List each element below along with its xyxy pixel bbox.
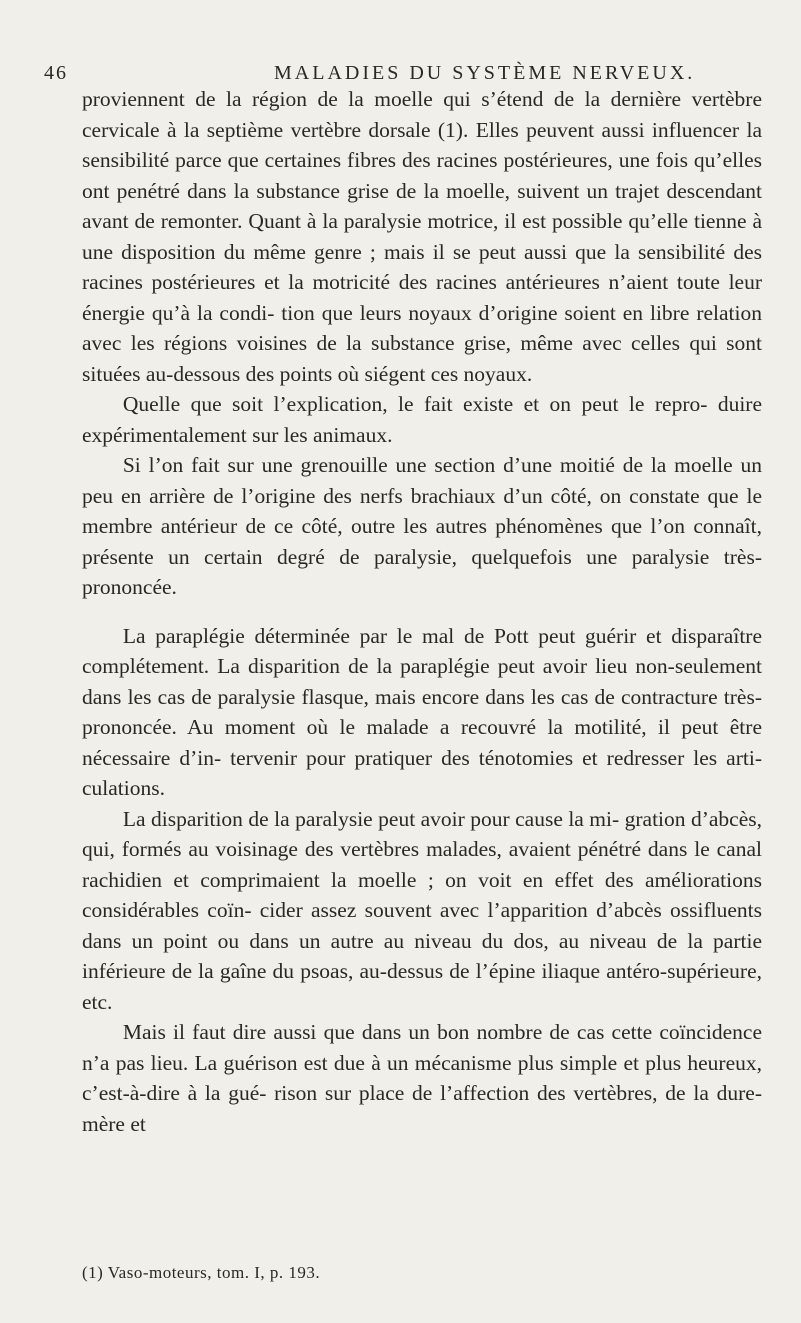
paragraph: La disparition de la paralysie peut avoir pour cause la mi- gration d’abcès, qui, formés au voisinage des vertèbres malades, avaient pénétré dans le canal rachidien et comprimaient la moelle ; on voit en effet des améliorations considérables coïn- cider assez souvent avec l’apparition d’abcès ossifluents dans un point ou dans un autre au niveau du dos, au niveau de la partie inférieure de la gaîne du psoas, au-dessus de l’épine iliaque antéro-supérieure, etc. (82, 806, 762, 1014)
page-number: 46 (44, 62, 68, 84)
running-title: MALADIES DU SYSTÈME NERVEUX. (274, 62, 696, 84)
footnote: (1) Vaso-moteurs, tom. I, p. 193. (82, 1263, 321, 1282)
paragraph: Si l’on fait sur une grenouille une section d’une moitié de la moelle un peu en arrière de l’origine des nerfs brachiaux d’un côté, on constate que le membre antérieur de ce côté, outre les autres phénomènes que l’on connaît, présente un certain degré de paralysie, quelquefois une paralysie très-prononcée. (82, 453, 762, 599)
paragraph: Mais il faut dire aussi que dans un bon nombre de cas cette coïncidence n’a pas lieu. La guérison est due à un mécanisme plus simple et plus heureux, c’est-à-dire à la gué- rison sur place de l’affection des vertèbres, de la dure-mère et (82, 1020, 762, 1136)
paragraph: La paraplégie déterminée par le mal de Pott peut guérir et disparaître complétement. La disparition de la paraplégie peut avoir lieu non-seulement dans les cas de paralysie flasque, mais encore dans les cas de contracture très-prononcée. Au moment où le malade a recouvré la motilité, il peut être nécessaire d’in- tervenir pour pratiquer des ténotomies et redresser les arti- culations. (82, 623, 762, 800)
paragraph-continued: proviennent de la région de la moelle qui s’étend de la dernière vertèbre cervicale à la septième vertèbre dorsale (1). Elles peuvent aussi influencer la sensibilité parce que certaines fibres des racines postérieures, une fois qu’elles ont penétré dans la substance grise de la moelle, suivent un trajet descendant avant de remonter. Quant à la paralysie motrice, il est possible qu’elle tienne à une disposition du même genre ; mais il se peut aussi que la sensibilité des racines postérieures et la motricité des racines antérieures n’aient toute leur énergie qu’à la condi- tion que leurs noyaux d’origine soient en libre relation avec les régions voisines de la substance grise, même avec celles qui sont situées au-dessous des points où siégent ces noyaux. (82, 87, 762, 386)
paragraph: Quelle que soit l’explication, le fait existe et on peut le repro- duire expérimentalement sur les animaux. (82, 392, 762, 447)
body-text (82, 84, 762, 1139)
